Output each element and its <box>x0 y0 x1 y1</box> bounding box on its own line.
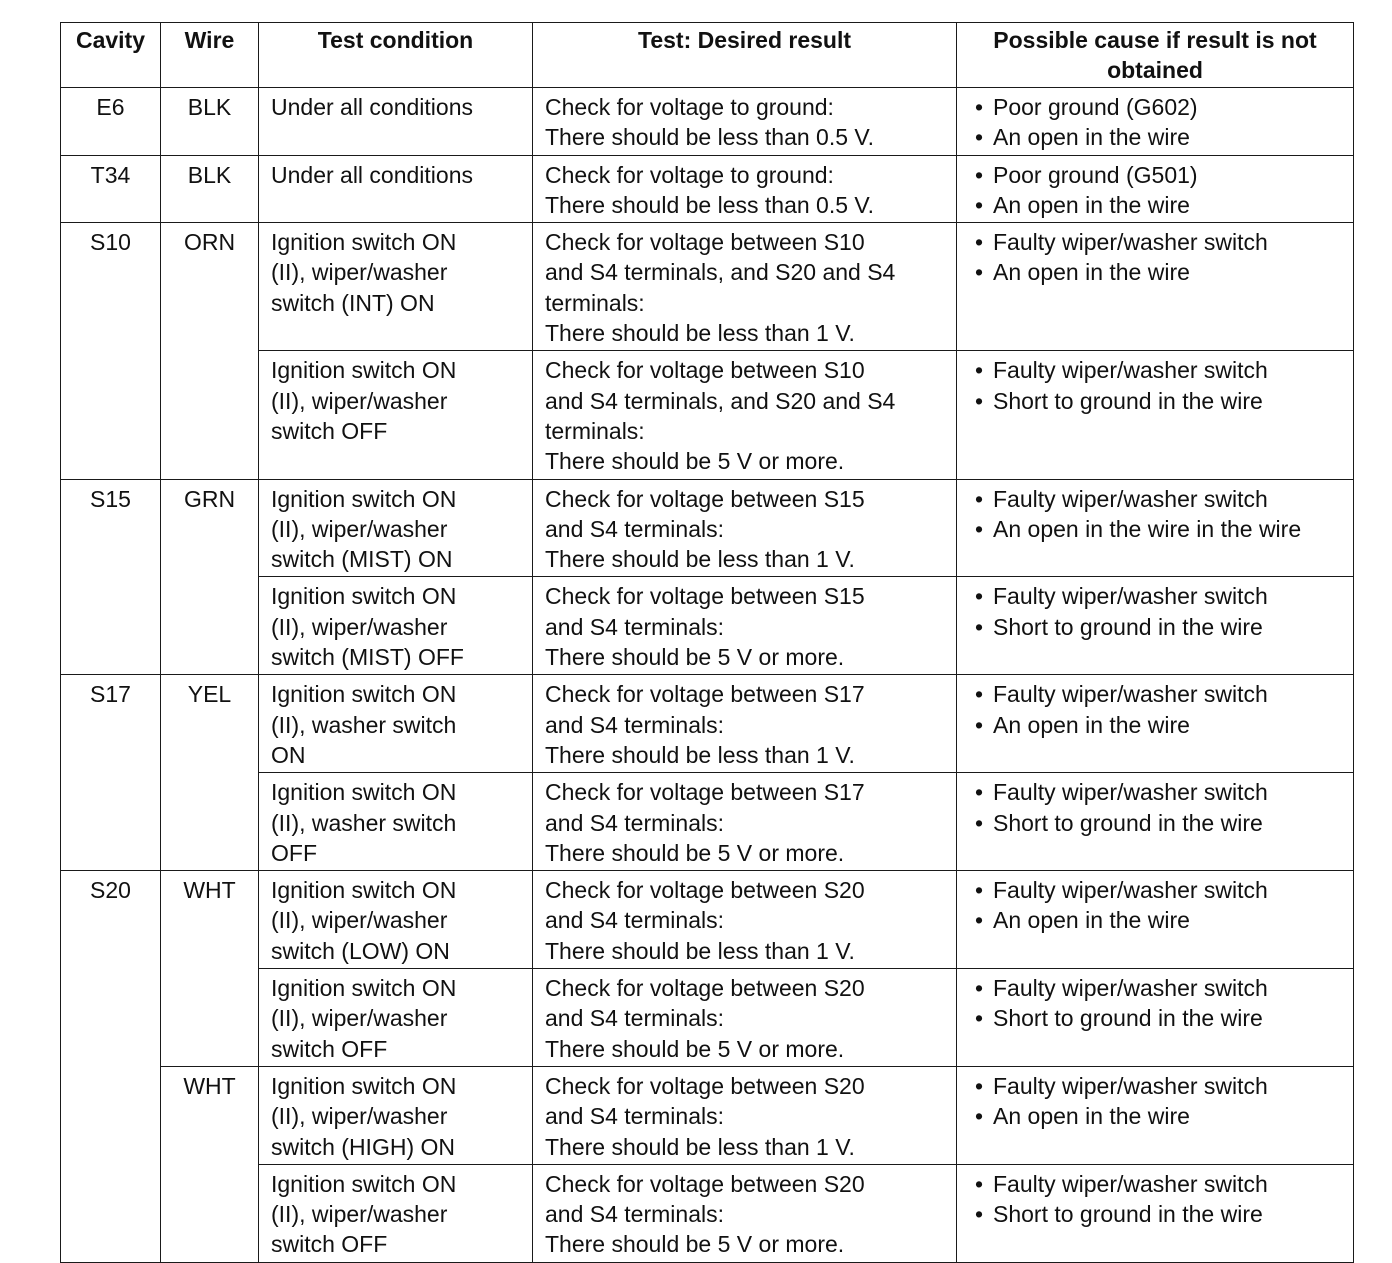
possible-cause-cell <box>957 969 1354 1067</box>
text-line: Ignition switch ON <box>271 357 457 384</box>
text-line: and S4 terminals: <box>545 515 724 542</box>
desired-result-cell <box>533 223 957 351</box>
header-possible-cause: Possible cause if result is not obtained <box>957 23 1354 88</box>
cause-text: Short to ground in the wire <box>993 387 1263 414</box>
text-line: Check for voltage between S10 <box>545 229 865 256</box>
text-line: There should be less than 1 V. <box>545 320 855 347</box>
cause-text: Faulty wiper/washer switch <box>993 681 1268 708</box>
cavity-cell: T34 <box>61 155 161 223</box>
cause-item <box>969 484 1343 514</box>
text-line: switch (INT) ON <box>271 289 435 316</box>
header-wire: Wire <box>161 23 259 88</box>
possible-cause-cell <box>957 871 1354 969</box>
cause-text: Faulty wiper/washer switch <box>993 1170 1268 1197</box>
test-condition-cell <box>259 969 533 1067</box>
bullet-icon: • <box>975 975 984 1002</box>
bullet-icon: • <box>975 124 984 151</box>
table-row <box>61 88 1354 156</box>
text-line: Ignition switch ON <box>271 877 457 904</box>
bullet-icon: • <box>975 779 984 806</box>
cause-item <box>969 190 1343 220</box>
wire-cell: GRN <box>161 479 259 675</box>
text-line: There should be less than 1 V. <box>545 1133 855 1160</box>
table-row <box>61 871 1354 969</box>
cause-text: An open in the wire <box>993 711 1190 738</box>
cause-item <box>969 1199 1343 1229</box>
cause-item <box>969 92 1343 122</box>
bullet-icon: • <box>975 229 984 256</box>
bullet-icon: • <box>975 907 984 934</box>
cause-text: An open in the wire <box>993 259 1190 286</box>
cause-list <box>969 227 1343 288</box>
text-line: Ignition switch ON <box>271 975 457 1002</box>
cause-item <box>969 1003 1343 1033</box>
text-line: Under all conditions <box>271 94 474 120</box>
text-line: Check for voltage between S15 <box>545 485 865 512</box>
cause-item <box>969 227 1343 257</box>
possible-cause-cell <box>957 88 1354 156</box>
test-condition-cell <box>259 1066 533 1164</box>
bullet-icon: • <box>975 613 984 640</box>
test-condition-cell <box>259 479 533 577</box>
bullet-icon: • <box>975 1201 984 1228</box>
bullet-icon: • <box>975 877 984 904</box>
bullet-icon: • <box>975 515 984 542</box>
cause-list <box>969 777 1343 838</box>
bullet-icon: • <box>975 583 984 610</box>
text-line: There should be less than 1 V. <box>545 741 855 768</box>
text-line: and S4 terminals: <box>545 1005 724 1032</box>
table-row <box>61 155 1354 223</box>
bullet-icon: • <box>975 94 984 120</box>
cause-item <box>969 905 1343 935</box>
cause-item <box>969 1169 1343 1199</box>
cause-item <box>969 875 1343 905</box>
cause-text: Short to ground in the wire <box>993 1005 1263 1032</box>
text-line: switch OFF <box>271 1035 388 1062</box>
possible-cause-cell <box>957 577 1354 675</box>
text-line: Check for voltage between S20 <box>545 877 865 904</box>
desired-result-cell <box>533 1066 957 1164</box>
wire-cell: WHT <box>161 871 259 1067</box>
table-row <box>61 479 1354 577</box>
cause-text: Poor ground (G501) <box>993 161 1198 188</box>
possible-cause-cell <box>957 155 1354 223</box>
cause-item <box>969 808 1343 838</box>
text-line: Check for voltage between S17 <box>545 779 865 806</box>
bullet-icon: • <box>975 711 984 738</box>
text-line: and S4 terminals: <box>545 711 724 738</box>
test-condition-cell <box>259 871 533 969</box>
text-line: There should be 5 V or more. <box>545 1035 845 1062</box>
cause-text: Faulty wiper/washer switch <box>993 877 1268 904</box>
cause-text: Short to ground in the wire <box>993 1201 1263 1228</box>
text-line: Check for voltage between S20 <box>545 975 865 1002</box>
bullet-icon: • <box>975 1072 984 1099</box>
text-line: There should be less than 0.5 V. <box>545 124 875 151</box>
cause-text: An open in the wire <box>993 1103 1190 1130</box>
test-condition-cell <box>259 88 533 156</box>
bullet-icon: • <box>975 387 984 414</box>
text-line: Ignition switch ON <box>271 229 457 256</box>
cause-item <box>969 257 1343 287</box>
bullet-icon: • <box>975 485 984 512</box>
text-line: There should be less than 1 V. <box>545 546 855 573</box>
text-line: and S4 terminals: <box>545 1103 724 1130</box>
possible-cause-cell <box>957 1066 1354 1164</box>
possible-cause-cell <box>957 1164 1354 1262</box>
text-line: There should be 5 V or more. <box>545 644 845 671</box>
desired-result-cell <box>533 155 957 223</box>
possible-cause-cell <box>957 479 1354 577</box>
text-line: switch (HIGH) ON <box>271 1133 455 1160</box>
header-desired-result: Test: Desired result <box>533 23 957 88</box>
text-line: Check for voltage to ground: <box>545 94 834 120</box>
desired-result-cell <box>533 577 957 675</box>
cause-list <box>969 1071 1343 1132</box>
wire-cell: ORN <box>161 223 259 479</box>
text-line: There should be less than 1 V. <box>545 937 855 964</box>
possible-cause-cell <box>957 675 1354 773</box>
text-line: (II), wiper/washer <box>271 1201 448 1228</box>
cause-item <box>969 581 1343 611</box>
text-line: Ignition switch ON <box>271 1170 457 1197</box>
text-line: switch (LOW) ON <box>271 937 450 964</box>
desired-result-cell <box>533 351 957 479</box>
text-line: There should be 5 V or more. <box>545 448 845 475</box>
cause-list <box>969 875 1343 936</box>
cause-item <box>969 514 1343 544</box>
desired-result-cell <box>533 871 957 969</box>
text-line: and S4 terminals: <box>545 613 724 640</box>
cause-text: Poor ground (G602) <box>993 94 1198 120</box>
desired-result-cell <box>533 88 957 156</box>
text-line: Ignition switch ON <box>271 1072 457 1099</box>
cause-text: Faulty wiper/washer switch <box>993 1072 1268 1099</box>
bullet-icon: • <box>975 161 984 188</box>
test-condition-cell <box>259 675 533 773</box>
text-line: There should be 5 V or more. <box>545 839 845 866</box>
text-line: Check for voltage between S15 <box>545 583 865 610</box>
wire-cell: BLK <box>161 155 259 223</box>
cause-item <box>969 1101 1343 1131</box>
text-line: There should be 5 V or more. <box>545 1231 845 1258</box>
text-line: (II), wiper/washer <box>271 613 448 640</box>
text-line: switch OFF <box>271 417 388 444</box>
cause-text: An open in the wire <box>993 907 1190 934</box>
cause-list <box>969 355 1343 416</box>
text-line: (II), wiper/washer <box>271 1103 448 1130</box>
text-line: Ignition switch ON <box>271 779 457 806</box>
possible-cause-cell <box>957 773 1354 871</box>
text-line: switch (MIST) OFF <box>271 644 464 671</box>
cause-item <box>969 612 1343 642</box>
cause-text: Faulty wiper/washer switch <box>993 485 1268 512</box>
bullet-icon: • <box>975 809 984 836</box>
cause-item <box>969 777 1343 807</box>
cavity-cell: S17 <box>61 675 161 871</box>
text-line: There should be less than 0.5 V. <box>545 191 875 218</box>
cause-list <box>969 1169 1343 1230</box>
text-line: Ignition switch ON <box>271 485 457 512</box>
text-line: ON <box>271 741 306 768</box>
text-line: (II), washer switch <box>271 809 457 836</box>
cause-text: Faulty wiper/washer switch <box>993 779 1268 806</box>
text-line: and S4 terminals: <box>545 907 724 934</box>
table-row <box>61 223 1354 351</box>
text-line: (II), washer switch <box>271 711 457 738</box>
cause-item <box>969 122 1343 152</box>
header-row <box>61 23 1354 88</box>
wire-cell: WHT <box>161 1066 259 1262</box>
cause-item <box>969 160 1343 190</box>
text-line: and S4 terminals: <box>545 809 724 836</box>
cause-text: An open in the wire <box>993 191 1190 218</box>
desired-result-cell <box>533 479 957 577</box>
bullet-icon: • <box>975 357 984 384</box>
cause-text: Faulty wiper/washer switch <box>993 357 1268 384</box>
text-line: (II), wiper/washer <box>271 907 448 934</box>
bullet-icon: • <box>975 1170 984 1197</box>
desired-result-cell <box>533 675 957 773</box>
text-line: terminals: <box>545 417 645 444</box>
cause-text: Short to ground in the wire <box>993 613 1263 640</box>
cause-item <box>969 1071 1343 1101</box>
text-line: Check for voltage between S20 <box>545 1072 865 1099</box>
cause-item <box>969 973 1343 1003</box>
test-condition-cell <box>259 223 533 351</box>
cavity-cell: S10 <box>61 223 161 479</box>
cause-item <box>969 679 1343 709</box>
cause-text: An open in the wire in the wire <box>993 515 1302 542</box>
possible-cause-cell <box>957 223 1354 351</box>
text-line: (II), wiper/washer <box>271 1005 448 1032</box>
test-table <box>60 22 1354 1263</box>
cause-list <box>969 92 1343 153</box>
text-line: and S4 terminals, and S20 and S4 <box>545 387 896 414</box>
cause-list <box>969 581 1343 642</box>
cause-text: Faulty wiper/washer switch <box>993 583 1268 610</box>
cause-text: An open in the wire <box>993 124 1190 151</box>
text-line: OFF <box>271 839 317 866</box>
desired-result-cell <box>533 1164 957 1262</box>
test-condition-cell <box>259 773 533 871</box>
text-line: and S4 terminals: <box>545 1201 724 1228</box>
test-condition-cell <box>259 155 533 223</box>
bullet-icon: • <box>975 1103 984 1130</box>
desired-result-cell <box>533 969 957 1067</box>
text-line: switch OFF <box>271 1231 388 1258</box>
cause-list <box>969 484 1343 545</box>
text-line: Check for voltage between S10 <box>545 357 865 384</box>
test-condition-cell <box>259 577 533 675</box>
text-line: terminals: <box>545 289 645 316</box>
cause-item <box>969 710 1343 740</box>
text-line: Ignition switch ON <box>271 681 457 708</box>
text-line: switch (MIST) ON <box>271 546 453 573</box>
wire-cell: YEL <box>161 675 259 871</box>
test-condition-cell <box>259 351 533 479</box>
desired-result-cell <box>533 773 957 871</box>
wire-cell: BLK <box>161 88 259 156</box>
table-row <box>61 675 1354 773</box>
cause-text: Faulty wiper/washer switch <box>993 229 1268 256</box>
text-line: Ignition switch ON <box>271 583 457 610</box>
text-line: (II), wiper/washer <box>271 259 448 286</box>
cause-list <box>969 679 1343 740</box>
possible-cause-cell <box>957 351 1354 479</box>
cause-list <box>969 973 1343 1034</box>
bullet-icon: • <box>975 259 984 286</box>
bullet-icon: • <box>975 1005 984 1032</box>
bullet-icon: • <box>975 191 984 218</box>
cavity-cell: E6 <box>61 88 161 156</box>
text-line: (II), wiper/washer <box>271 515 448 542</box>
cause-text: Faulty wiper/washer switch <box>993 975 1268 1002</box>
test-condition-cell <box>259 1164 533 1262</box>
bullet-icon: • <box>975 681 984 708</box>
cause-item <box>969 355 1343 385</box>
cause-text: Short to ground in the wire <box>993 809 1263 836</box>
text-line: Check for voltage between S17 <box>545 681 865 708</box>
header-cavity: Cavity <box>61 23 161 88</box>
cavity-cell: S15 <box>61 479 161 675</box>
cause-list <box>969 160 1343 221</box>
text-line: and S4 terminals, and S20 and S4 <box>545 259 896 286</box>
text-line: Check for voltage between S20 <box>545 1170 865 1197</box>
header-test-condition: Test condition <box>259 23 533 88</box>
cavity-cell: S20 <box>61 871 161 1263</box>
table-row <box>61 1066 1354 1164</box>
text-line: Check for voltage to ground: <box>545 161 834 188</box>
text-line: Under all conditions <box>271 161 474 188</box>
cause-item <box>969 386 1343 416</box>
text-line: (II), wiper/washer <box>271 387 448 414</box>
